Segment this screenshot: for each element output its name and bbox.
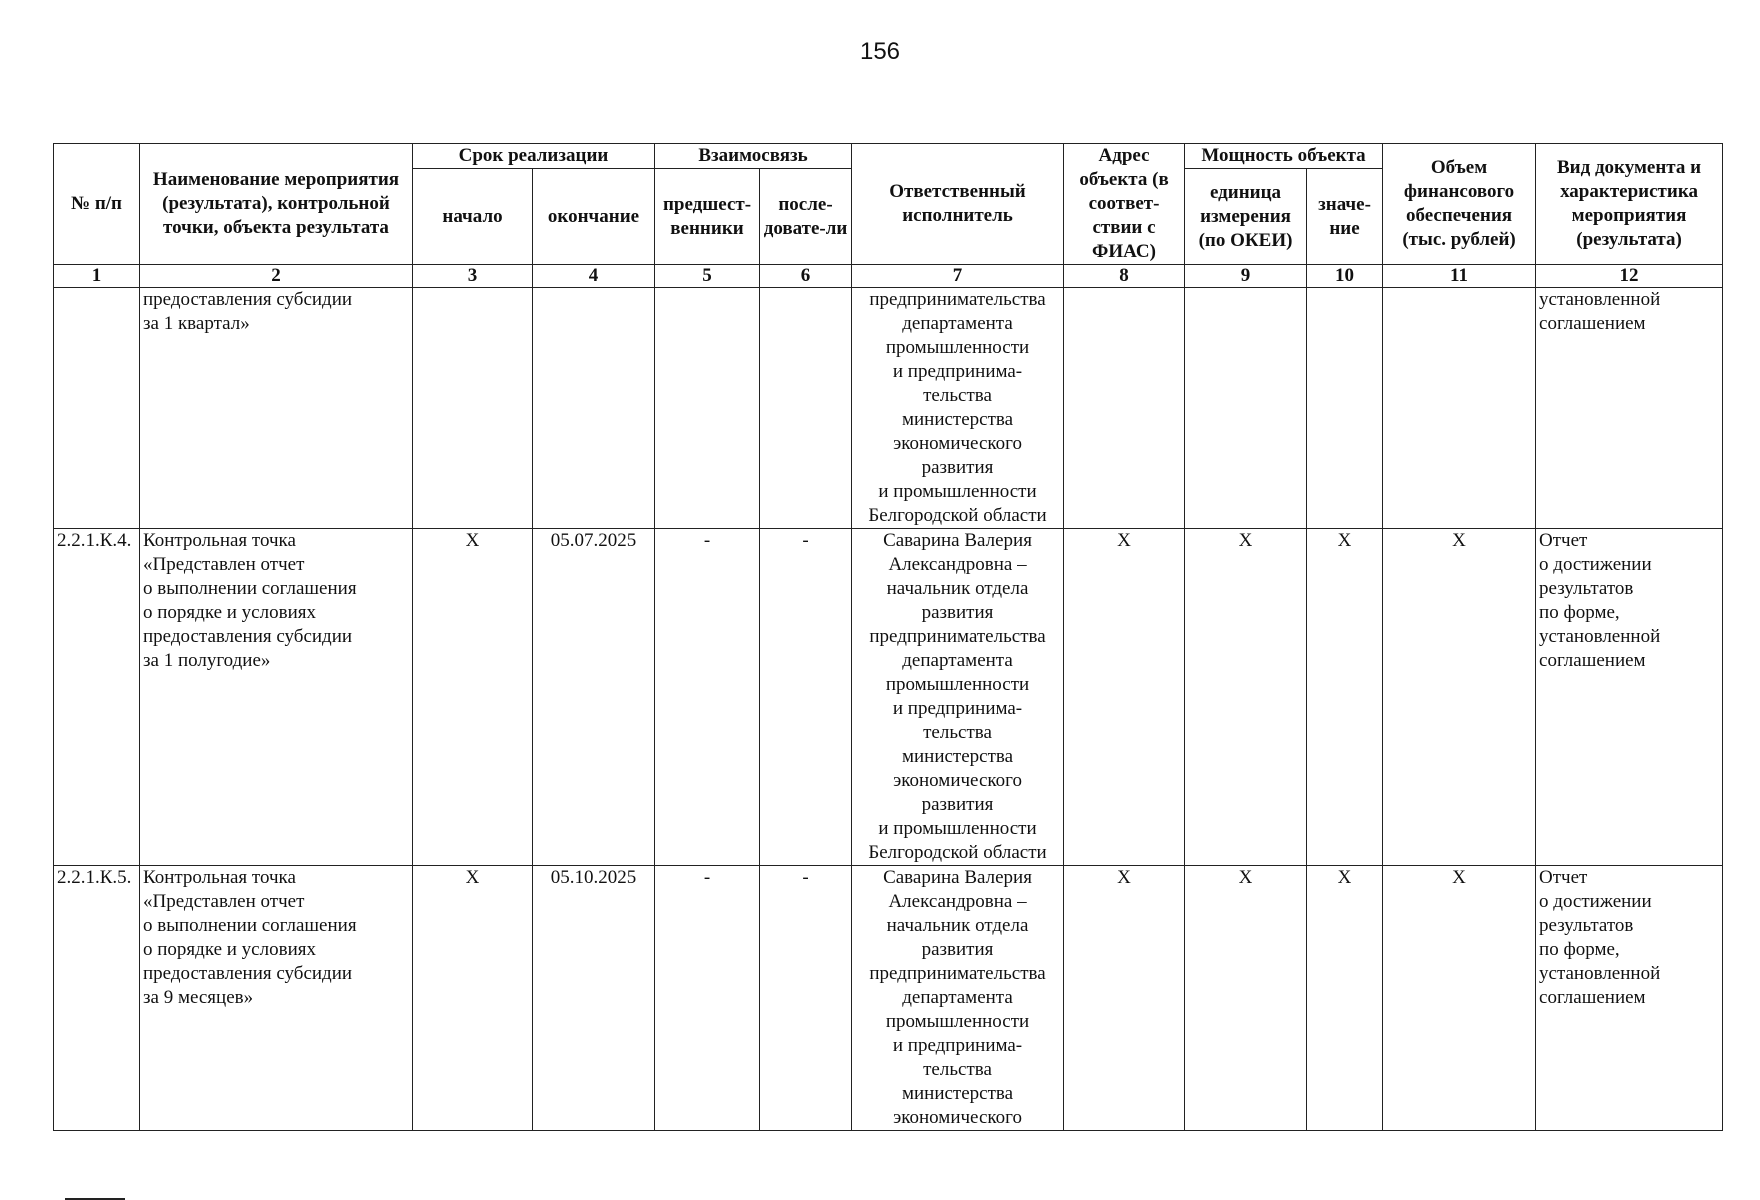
document-type-cell: установленной соглашением bbox=[1536, 288, 1723, 529]
term-end-cell: 05.07.2025 bbox=[533, 529, 655, 866]
document-type-cell: Отчет о достижении результатов по форме, установленной соглашением bbox=[1536, 529, 1723, 866]
header-term-end: окончание bbox=[533, 169, 655, 265]
capacity-unit-cell bbox=[1185, 288, 1307, 529]
object-address-cell bbox=[1064, 288, 1185, 529]
row-number-cell: 2.2.1.К.5. bbox=[54, 866, 140, 1131]
term-start-cell: X bbox=[413, 529, 533, 866]
header-responsible: Ответственный исполнитель bbox=[852, 144, 1064, 265]
row-number-cell: 2.2.1.К.4. bbox=[54, 529, 140, 866]
column-number: 9 bbox=[1185, 265, 1307, 288]
header-num: № п/п bbox=[54, 144, 140, 265]
event-name-cell: предоставления субсидии за 1 квартал» bbox=[140, 288, 413, 529]
link-prev-cell: - bbox=[655, 529, 760, 866]
responsible-executor-cell: предпринимательства департамента промышленности и предпринима- тельства министерства экономического развития и промышленности Белгородской области bbox=[852, 288, 1064, 529]
header-capacity-value: значе-ние bbox=[1307, 169, 1383, 265]
header-capacity-group: Мощность объекта bbox=[1185, 144, 1383, 169]
term-end-cell: 05.10.2025 bbox=[533, 866, 655, 1131]
row-number-cell bbox=[54, 288, 140, 529]
header-finance: Объем финансового обеспечения (тыс. рублей) bbox=[1383, 144, 1536, 265]
column-numbers-row bbox=[54, 265, 1723, 288]
column-number: 8 bbox=[1064, 265, 1185, 288]
header-capacity-unit: единица измерения (по ОКЕИ) bbox=[1185, 169, 1307, 265]
finance-volume-cell: X bbox=[1383, 529, 1536, 866]
capacity-value-cell bbox=[1307, 288, 1383, 529]
object-address-cell: X bbox=[1064, 866, 1185, 1131]
responsible-executor-cell: Саварина Валерия Александровна – начальник отдела развития предпринимательства департамента промышленности и предпринима- тельства министерства экономического развития и промышленности Белгородской области bbox=[852, 529, 1064, 866]
table-row bbox=[54, 288, 1723, 529]
column-number: 10 bbox=[1307, 265, 1383, 288]
column-number: 11 bbox=[1383, 265, 1536, 288]
link-next-cell bbox=[760, 288, 852, 529]
link-prev-cell bbox=[655, 288, 760, 529]
link-prev-cell: - bbox=[655, 866, 760, 1131]
column-number: 1 bbox=[54, 265, 140, 288]
table-row bbox=[54, 529, 1723, 866]
term-start-cell bbox=[413, 288, 533, 529]
column-number: 3 bbox=[413, 265, 533, 288]
link-next-cell: - bbox=[760, 866, 852, 1131]
events-table bbox=[53, 143, 1723, 1131]
capacity-unit-cell: X bbox=[1185, 866, 1307, 1131]
header-term-group: Срок реализации bbox=[413, 144, 655, 169]
page-number: 156 bbox=[859, 38, 901, 65]
finance-volume-cell bbox=[1383, 288, 1536, 529]
term-end-cell bbox=[533, 288, 655, 529]
column-number: 12 bbox=[1536, 265, 1723, 288]
finance-volume-cell: X bbox=[1383, 866, 1536, 1131]
header-doc-type: Вид документа и характеристика мероприятия (результата) bbox=[1536, 144, 1723, 265]
capacity-unit-cell: X bbox=[1185, 529, 1307, 866]
column-number: 4 bbox=[533, 265, 655, 288]
column-number: 6 bbox=[760, 265, 852, 288]
event-name-cell: Контрольная точка «Представлен отчет о выполнении соглашения о порядке и условиях предоставления субсидии за 9 месяцев» bbox=[140, 866, 413, 1131]
capacity-value-cell: X bbox=[1307, 529, 1383, 866]
column-number: 7 bbox=[852, 265, 1064, 288]
column-number: 2 bbox=[140, 265, 413, 288]
column-number: 5 bbox=[655, 265, 760, 288]
table-row bbox=[54, 866, 1723, 1131]
header-address: Адрес объекта (в соответ-ствии с ФИАС) bbox=[1064, 144, 1185, 265]
header-link-prev: предшест-венники bbox=[655, 169, 760, 265]
document-type-cell: Отчет о достижении результатов по форме, установленной соглашением bbox=[1536, 866, 1723, 1131]
object-address-cell: X bbox=[1064, 529, 1185, 866]
responsible-executor-cell: Саварина Валерия Александровна – начальник отдела развития предпринимательства департамента промышленности и предпринима- тельства министерства экономического bbox=[852, 866, 1064, 1131]
header-link-group: Взаимосвязь bbox=[655, 144, 852, 169]
header-term-start: начало bbox=[413, 169, 533, 265]
capacity-value-cell: X bbox=[1307, 866, 1383, 1131]
link-next-cell: - bbox=[760, 529, 852, 866]
term-start-cell: X bbox=[413, 866, 533, 1131]
header-name: Наименование мероприятия (результата), контрольной точки, объекта результата bbox=[140, 144, 413, 265]
event-name-cell: Контрольная точка «Представлен отчет о выполнении соглашения о порядке и условиях предоставления субсидии за 1 полугодие» bbox=[140, 529, 413, 866]
header-link-next: после-довате-ли bbox=[760, 169, 852, 265]
